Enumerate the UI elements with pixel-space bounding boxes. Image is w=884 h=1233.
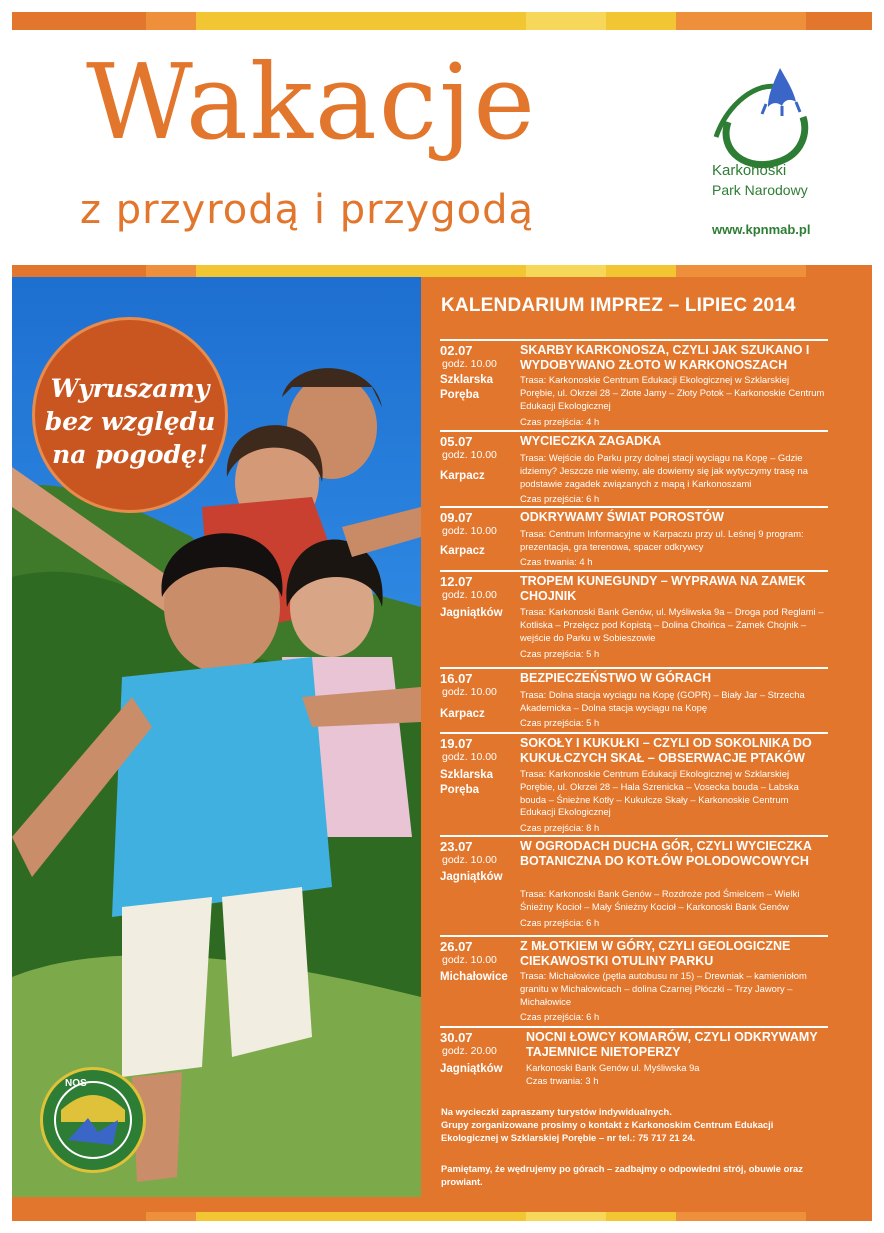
event-item [440, 732, 828, 837]
event-duration: Czas trwania: 3 h [526, 1075, 599, 1086]
event-place: Jagniątków [440, 1063, 503, 1075]
event-place: Karpacz [440, 470, 485, 482]
event-duration: Czas przejścia: 5 h [520, 717, 600, 728]
event-route: Karkonoski Bank Genów ul. Myśliwska 9a [526, 1062, 700, 1073]
website-link[interactable]: www.kpnmab.pl [712, 222, 811, 237]
event-duration: Czas trwania: 4 h [520, 556, 593, 567]
event-date: 09.07 [440, 510, 473, 525]
event-item [440, 667, 828, 734]
event-time: godz. 10.00 [442, 525, 497, 537]
event-date: 23.07 [440, 839, 473, 854]
event-time: godz. 20.00 [442, 1045, 497, 1057]
event-route: Trasa: Centrum Informacyjne w Karpaczu przy ul. Leśnej 9 program: prezentacja, gra terenowa, spacer odkrywcy [520, 528, 804, 552]
event-title: ODKRYWAMY ŚWIAT POROSTÓW [520, 510, 724, 524]
middle-color-stripe [12, 265, 872, 277]
event-item [440, 1026, 828, 1094]
photo-bottom-strip [12, 1197, 421, 1212]
event-place: Karpacz [440, 708, 485, 720]
event-time: godz. 10.00 [442, 854, 497, 866]
footer-line: Pamiętamy, że wędrujemy po górach – zadbajmy o odpowiedni strój, obuwie oraz prowiant. [441, 1163, 803, 1187]
event-duration: Czas przejścia: 6 h [520, 917, 600, 928]
event-title: TROPEM KUNEGUNDY – WYPRAWA NA ZAMEK CHOJNIK [520, 574, 806, 603]
event-route: Trasa: Karkonoskie Centrum Edukacji Ekologicznej w Szklarskiej Porębie, ul. Okrzei 28 – Hala Szrenicka – Vosecka bouda – Labska bouda – Śnieżne Kotły – Kukułcze Skały – Karkonoskie Centrum Edukacji Ekologicznej [520, 768, 799, 818]
event-duration: Czas przejścia: 6 h [520, 493, 600, 504]
calendar-title: KALENDARIUM IMPREZ – LIPIEC 2014 [441, 295, 796, 316]
footer-line: Grupy zorganizowane prosimy o kontakt z Karkonoskim Centrum Edukacji Ekologicznej w Szklarskiej Porębie – nr tel.: 75 717 21 24. [441, 1119, 774, 1143]
logo-subname: Park Narodowy [712, 182, 808, 198]
event-time: godz. 10.00 [442, 358, 497, 370]
event-item [440, 339, 828, 432]
logo-name: Karkonoski [712, 162, 787, 179]
event-item [440, 506, 828, 572]
event-place: Karpacz [440, 545, 485, 557]
event-route: Trasa: Karkonoski Bank Genów – Rozdroże pod Śmielcem – Wielki Śnieżny Kocioł – Mały Śnieżny Kocioł – Karkonoski Bank Genów [520, 888, 800, 912]
event-item [440, 570, 828, 669]
event-title: NOCNI ŁOWCY KOMARÓW, CZYLI ODKRYWAMY TAJEMNICE NIETOPERZY [526, 1030, 818, 1059]
event-title: Z MŁOTKIEM W GÓRY, CZYLI GEOLOGICZNE CIEKAWOSTKI OTULINY PARKU [520, 939, 791, 968]
event-item [440, 430, 828, 508]
weather-badge [32, 317, 228, 513]
event-title: SKARBY KARKONOSZA, CZYLI JAK SZUKANO I WYDOBYWANO ZŁOTO W KARKONOSZACH [520, 343, 810, 372]
event-place: Jagniątków [440, 607, 503, 619]
event-route: Trasa: Michałowice (pętla autobusu nr 15) – Drewniak – kamieniołom granitu w Michałowicach – dolina Czarnej Płóczki – Trzy Jawory – Michałowice [520, 970, 807, 1007]
event-date: 02.07 [440, 343, 473, 358]
event-route: Trasa: Karkonoskie Centrum Edukacji Ekologicznej w Szklarskiej Porębie, ul. Okrzei 28 – Złote Jamy – Złoty Potok – Karkonoskie Centrum Edukacji Ekologicznej [520, 374, 825, 411]
event-route: Trasa: Karkonoski Bank Genów, ul. Myśliwska 9a – Droga pod Reglami – Kotliska – Przełęcz pod Kopistą – Dolina Choińca – Zamek Chojnik – wejście do Parku w Sobieszowie [520, 606, 824, 643]
badge-line: bez względu [44, 407, 216, 436]
event-place: Szklarska Poręba [440, 374, 494, 401]
event-place: Michałowice [440, 971, 508, 983]
event-duration: Czas przejścia: 4 h [520, 416, 600, 427]
event-date: 16.07 [440, 671, 473, 686]
event-date: 19.07 [440, 736, 473, 751]
event-duration: Czas przejścia: 8 h [520, 822, 600, 833]
event-item [440, 935, 828, 1028]
event-date: 30.07 [440, 1030, 473, 1045]
seal-text: NOS [65, 1078, 87, 1089]
page-title: Wakacje [86, 41, 537, 163]
family-photo [12, 277, 421, 1197]
event-duration: Czas przejścia: 5 h [520, 648, 600, 659]
event-time: godz. 10.00 [442, 954, 497, 966]
event-route: Trasa: Wejście do Parku przy dolnej stacji wyciągu na Kopę – Gdzie idziemy? Jeszcze nie wiemy, ale dowiemy się jak wytyczymy trasę na podstawie zagadek związanych z mapą i Karkonoszami [520, 452, 808, 489]
event-date: 12.07 [440, 574, 473, 589]
event-date: 05.07 [440, 434, 473, 449]
event-title: SOKOŁY I KUKUŁKI – CZYLI OD SOKOLNIKA DO KUKUŁCZYCH SKAŁ – OBSERWACJE PTAKÓW [520, 736, 812, 765]
badge-line: Wyruszamy [50, 374, 210, 403]
footer-line: Na wycieczki zapraszamy turystów indywidualnych. [441, 1106, 672, 1117]
park-seal-icon [40, 1067, 146, 1173]
badge-line: na pogodę! [52, 440, 208, 469]
bottom-color-stripe [12, 1212, 872, 1221]
event-calendar-panel [421, 277, 872, 1212]
event-time: godz. 10.00 [442, 449, 497, 461]
event-item [440, 835, 828, 937]
event-place: Jagniątków [440, 871, 503, 883]
page-subtitle: z przyrodą i przygodą [80, 187, 534, 233]
event-title: BEZPIECZEŃSTWO W GÓRACH [520, 671, 711, 685]
event-date: 26.07 [440, 939, 473, 954]
calendar-footer-reminder [441, 1162, 821, 1188]
calendar-footer-info [441, 1105, 821, 1144]
event-time: godz. 10.00 [442, 589, 497, 601]
event-route: Trasa: Dolna stacja wyciągu na Kopę (GOPR) – Biały Jar – Strzecha Akademicka – Dolna stacja wyciągu na Kopę [520, 689, 805, 713]
event-place: Szklarska Poręba [440, 769, 494, 796]
top-color-stripe [12, 12, 872, 30]
event-title: WYCIECZKA ZAGADKA [520, 434, 662, 448]
event-duration: Czas przejścia: 6 h [520, 1011, 600, 1022]
event-time: godz. 10.00 [442, 751, 497, 763]
event-time: godz. 10.00 [442, 686, 497, 698]
event-title: W OGRODACH DUCHA GÓR, CZYLI WYCIECZKA BOTANICZNA DO KOTŁÓW POLODOWCOWYCH [520, 839, 812, 868]
